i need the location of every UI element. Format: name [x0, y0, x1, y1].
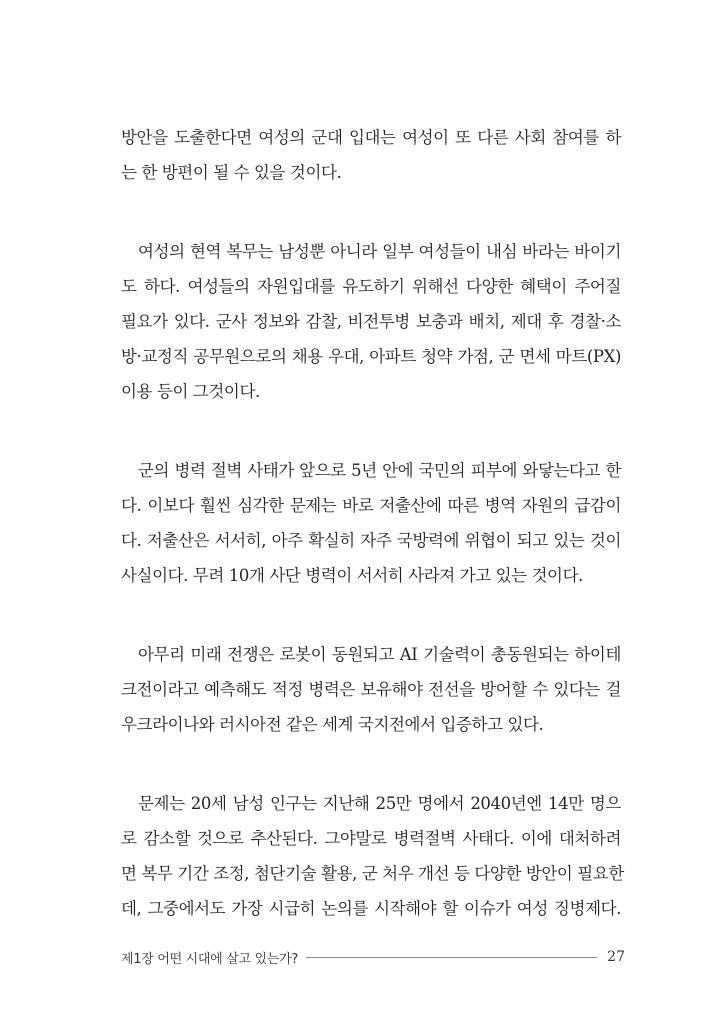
text-line: 면 복무 기간 조정, 첨단기술 활용, 군 처우 개선 등 다양한 방안이 필요한: [121, 864, 624, 883]
text-line: 는 한 방편이 될 수 있을 것이다.: [121, 163, 342, 182]
page-number: 27: [607, 949, 625, 965]
text-line: 필요가 있다. 군사 정보와 감찰, 비전투병 보충과 배치, 제대 후 경찰·소: [121, 312, 621, 331]
text-line: 도 하다. 여성들의 자원입대를 유도하기 위해선 다양한 혜택이 주어질: [121, 277, 621, 296]
text-line: 방·교정직 공무원으로의 채용 우대, 아파트 청약 가점, 군 면세 마트(PX): [121, 347, 621, 366]
text-line: 데, 그중에서도 가장 시급히 논의를 시작해야 할 이슈가 여성 징병제다.: [121, 899, 621, 918]
body-text: [121, 120, 624, 926]
text-line: 사실이다. 무려 10개 사단 병력이 서서히 사라져 가고 있는 것이다.: [121, 566, 583, 585]
text-line: 우크라이나와 러시아전 같은 세계 국지전에서 입증하고 있다.: [121, 715, 544, 734]
page-footer: [121, 947, 625, 967]
text-line: 다. 이보다 훨씬 심각한 문제는 바로 저출산에 따른 병역 자원의 급감이: [121, 496, 621, 515]
chapter-title: 제1장 어떤 시대에 살고 있는가?: [121, 951, 298, 967]
text-line: 이용 등이 그것이다.: [121, 382, 260, 401]
paragraph-2: [121, 234, 621, 409]
footer-divider: [306, 957, 597, 958]
text-line: 방안을 도출한다면 여성의 군대 입대는 여성이 또 다른 사회 참여를 하: [121, 128, 621, 147]
text-line: 아무리 미래 전쟁은 로봇이 동원되고 AI 기술력이 총동원되는 하이테: [138, 645, 621, 664]
text-line: 크전이라고 예측해도 적정 병력은 보유해야 전선을 방어할 수 있다는 걸: [121, 680, 621, 699]
text-line: 로 감소할 것으로 추산된다. 그야말로 병력절벽 사태다. 이에 대처하려: [121, 829, 621, 848]
text-line: 문제는 20세 남성 인구는 지난해 25만 명에서 2040년엔 14만 명으: [138, 794, 621, 813]
paragraph-4: [121, 637, 621, 742]
paragraph-5: [121, 786, 624, 926]
paragraph-1: [121, 120, 621, 190]
paragraph-3: [121, 453, 621, 593]
text-line: 다. 저출산은 서서히, 아주 확실히 자주 국방력에 위협이 되고 있는 것이: [121, 531, 621, 550]
text-line: 여성의 현역 복무는 남성뿐 아니라 일부 여성들이 내심 바라는 바이기: [138, 242, 621, 261]
text-line: 군의 병력 절벽 사태가 앞으로 5년 안에 국민의 피부에 와닿는다고 한: [138, 461, 621, 480]
